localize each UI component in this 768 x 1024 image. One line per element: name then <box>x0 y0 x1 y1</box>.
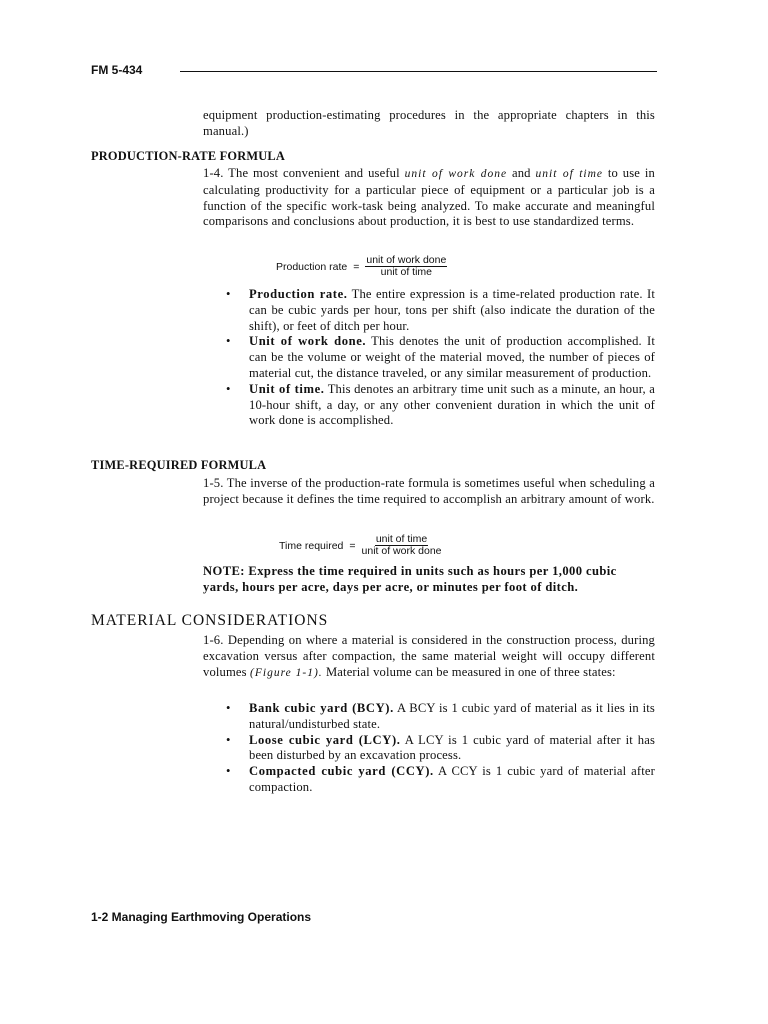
formula-denominator: unit of time <box>380 266 433 278</box>
section-heading-material-considerations: MATERIAL CONSIDERATIONS <box>91 612 329 629</box>
intro-paragraph: equipment production-estimating procedures in the appropriate chapters in this manual.) <box>203 108 655 138</box>
time-required-formula <box>279 534 442 557</box>
bullet-term: Loose cubic yard (LCY). <box>249 732 401 747</box>
bullet-glyph: • <box>226 334 231 349</box>
bullet-text: This denotes the unit of production accomplished. It can be the volume or weight of the material moved, the number of pieces of material cut, the distance traveled, or any similar measurement of production. <box>249 334 655 380</box>
paragraph-1-6 <box>203 633 655 681</box>
figure-reference: (Figure 1-1). <box>250 666 323 679</box>
bullet-term: Unit of time. <box>249 381 325 396</box>
bullet-term: Production rate. <box>249 287 348 301</box>
material-bullet-list <box>226 701 655 796</box>
formula-equals: = <box>349 539 356 552</box>
term-unit-of-work-done: unit of work done <box>404 168 508 180</box>
formula-equals: = <box>353 260 360 273</box>
formula-fraction <box>365 255 447 278</box>
bullet-text: This denotes an arbitrary time unit such as a minute, an hour, a 10-hour shift, a day, or any other convenient duration in which the unit of work done is accomplished. <box>249 381 655 428</box>
list-item <box>226 764 655 796</box>
paragraph-1-4 <box>203 166 655 230</box>
list-item <box>226 701 655 733</box>
formula-numerator: unit of time <box>375 533 428 545</box>
section-heading-production-rate: PRODUCTION-RATE FORMULA <box>91 149 286 163</box>
production-rate-formula <box>276 255 447 278</box>
page-footer: 1-2 Managing Earthmoving Operations <box>91 910 312 924</box>
list-item <box>226 382 655 429</box>
formula-fraction <box>362 534 442 557</box>
list-item <box>226 733 655 765</box>
bullet-term: Compacted cubic yard (CCY). <box>249 764 434 779</box>
bullet-term: Unit of work done. <box>249 334 367 349</box>
note-text: NOTE: Express the time required in units such as hours per 1,000 cubic yards, hours per acre, days per acre, or minutes per foot of ditch. <box>203 564 617 594</box>
paragraph-1-4-rest: to use in calculating productivity for a particular piece of equipment or a particular job is a function of the specific work-task being analyzed. To make accurate and meaningful comparisons and conclusions about production, it is best to use standardized terms. <box>203 166 655 229</box>
bullet-glyph: • <box>226 287 231 301</box>
document-id: FM 5-434 <box>91 63 143 77</box>
paragraph-1-6-rest: Material volume can be measured in one of three states: <box>322 664 616 679</box>
section-heading-time-required: TIME-REQUIRED FORMULA <box>91 458 267 472</box>
bullet-glyph: • <box>226 732 231 747</box>
bullet-text: A BCY is 1 cubic yard of material as it lies in its natural/undisturbed state. <box>249 701 655 731</box>
formula-denominator: unit of work done <box>361 545 442 557</box>
list-item <box>226 287 655 334</box>
bullet-text: A LCY is 1 cubic yard of material after it has been disturbed by an excavation process. <box>249 732 655 763</box>
production-rate-bullet-list <box>226 287 655 429</box>
header-rule <box>180 71 657 72</box>
formula-lhs: Production rate <box>276 260 348 273</box>
formula-lhs: Time required <box>279 539 344 552</box>
bullet-glyph: • <box>226 381 231 396</box>
bullet-glyph: • <box>226 701 231 715</box>
bullet-text: The entire expression is a time-related production rate. It can be cubic yards per hour, tons per shift (also indicate the duration of the shift), or feet of ditch per hour. <box>249 287 655 333</box>
paragraph-1-6-prefix: 1-6. Depending on where a material is considered in the construction process, during excavation versus after compaction, the same material weight will occupy different volumes <box>203 633 655 679</box>
paragraph-1-5: 1-5. The inverse of the production-rate formula is sometimes useful when scheduling a project because it defines the time required to accomplish an arbitrary amount of work. <box>203 476 655 506</box>
list-item <box>226 334 655 381</box>
paragraph-1-4-prefix: 1-4. The most convenient and useful <box>203 166 405 180</box>
bullet-term: Bank cubic yard (BCY). <box>249 701 394 715</box>
term-unit-of-time: unit of time <box>535 168 603 180</box>
paragraph-1-4-and: and <box>507 166 536 180</box>
bullet-glyph: • <box>226 764 231 779</box>
bullet-text: A CCY is 1 cubic yard of material after compaction. <box>249 764 655 794</box>
formula-numerator: unit of work done <box>366 254 447 266</box>
